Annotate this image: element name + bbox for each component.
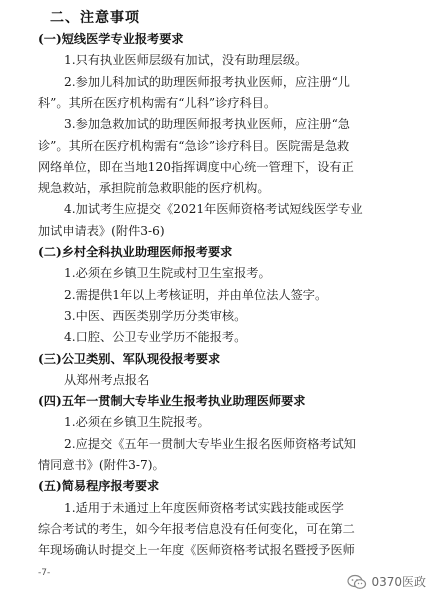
subsection-heading: (一)短线医学专业报考要求 — [38, 32, 184, 46]
watermark — [347, 573, 426, 590]
paragraph-line: 3.中医、西医类别学历分类审核。 — [64, 308, 247, 323]
paragraph-line: 3.参加急救加试的助理医师报考执业医师，应注册“急 — [64, 117, 350, 132]
paragraph-line: 1.必须在乡镇卫生院报考。 — [64, 415, 210, 430]
wechat-icon — [347, 574, 367, 590]
paragraph-continuation-line: 年现场确认时提交上一年度《医师资格考试报名暨授予医师 — [38, 543, 355, 558]
subsection-heading: (三)公卫类别、军队现役报考要求 — [38, 351, 221, 366]
page-number: -7- — [38, 568, 51, 578]
paragraph-line: 4.口腔、公卫专业学历不能报考。 — [64, 330, 247, 345]
paragraph-line: 1.必须在乡镇卫生院或村卫生室报考。 — [64, 266, 271, 281]
paragraph-line: 2.参加儿科加试的助理医师报考执业医师，应注册“儿 — [64, 74, 350, 89]
paragraph-continuation-line: 情同意书》(附件3-7)。 — [38, 458, 165, 472]
subsection-heading: (四)五年一贯制大专毕业生报考执业助理医师要求 — [38, 394, 306, 409]
paragraph-line: 1.只有执业医师层级有加试，没有助理层级。 — [64, 53, 308, 68]
paragraph-line: 2.应提交《五年一贯制大专毕业生报名医师资格考试知 — [64, 436, 356, 451]
subsection-heading: (二)乡村全科执业助理医师报考要求 — [38, 245, 233, 259]
paragraph-continuation-line: 加试申请表》(附件3-6) — [38, 223, 165, 238]
section-title: 二、注意事项 — [50, 10, 140, 26]
paragraph-line: 4.加试考生应提交《2021年医师资格考试短线医学专业 — [64, 202, 363, 217]
subsection-heading: (五)简易程序报考要求 — [38, 479, 160, 494]
paragraph-continuation-line: 科”。其所在医疗机构需有“儿科”诊疗科目。 — [38, 95, 277, 110]
paragraph-line: 2.需提供1年以上考核证明，并由单位法人签字。 — [64, 287, 328, 302]
paragraph-line: 1.适用于未通过上年度医师资格考试实践技能或医学 — [64, 500, 344, 515]
paragraph-continuation-line: 诊”。其所在医疗机构需有“急诊”诊疗科目。医院需是急救 — [38, 138, 350, 153]
paragraph-continuation-line: 规急救站，承担院前急救职能的医疗机构。 — [38, 181, 270, 196]
paragraph-line: 从郑州考点报名 — [64, 372, 150, 387]
watermark-text: 0370医政 — [371, 575, 426, 589]
paragraph-continuation-line: 网络单位，即在当地120指挥调度中心统一管理下，设有正 — [38, 159, 354, 174]
paragraph-continuation-line: 综合考试的考生，如今年报考信息没有任何变化，可在第二 — [38, 521, 355, 536]
